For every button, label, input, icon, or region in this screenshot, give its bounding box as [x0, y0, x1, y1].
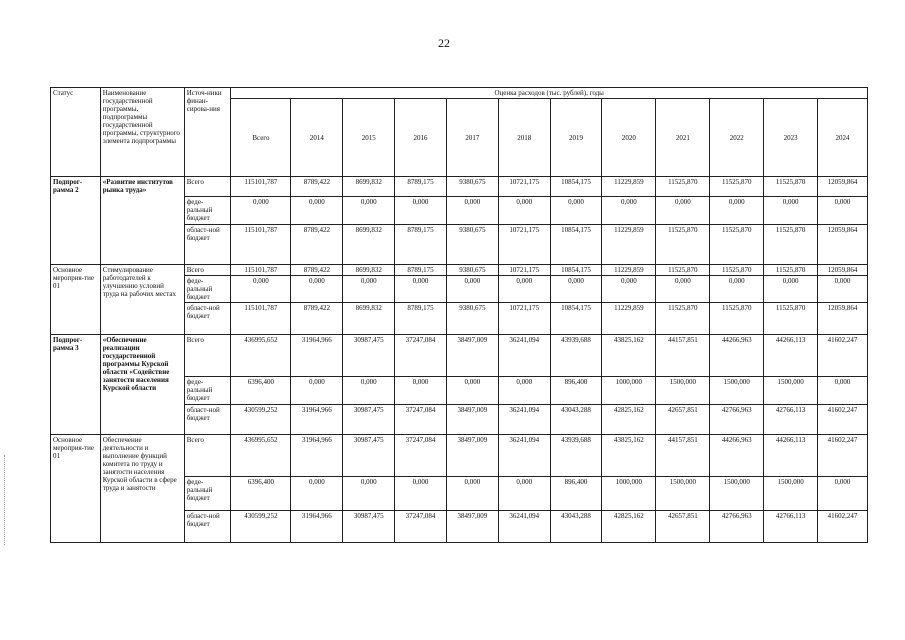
funding-source-cell: област-ной бюджет	[184, 225, 231, 265]
amount-cell: 11525,870	[710, 225, 764, 265]
header-year: 2018	[498, 99, 550, 177]
amount-cell: 11525,870	[656, 303, 710, 335]
amount-cell: 0,000	[764, 197, 818, 225]
amount-cell: 30987,475	[343, 405, 395, 435]
table-row	[51, 435, 868, 477]
amount-cell: 0,000	[710, 276, 764, 303]
amount-cell: 0,000	[818, 276, 868, 303]
header-year: 2023	[764, 99, 818, 177]
amount-cell: 1000,000	[602, 377, 656, 405]
amount-cell: 10721,175	[498, 225, 550, 265]
amount-cell: 43043,288	[550, 405, 602, 435]
header-year: Всего	[231, 99, 291, 177]
amount-cell: 36241,094	[498, 511, 550, 543]
amount-cell: 37247,084	[395, 511, 447, 543]
amount-cell: 44266,963	[710, 335, 764, 377]
funding-source-cell: феде-ральный бюджет	[184, 276, 231, 303]
amount-cell: 8789,422	[291, 225, 343, 265]
header-year: 2015	[343, 99, 395, 177]
amount-cell: 43043,288	[550, 511, 602, 543]
amount-cell: 12059,864	[818, 225, 868, 265]
amount-cell: 43825,162	[602, 435, 656, 477]
amount-cell: 0,000	[395, 377, 447, 405]
amount-cell: 0,000	[343, 276, 395, 303]
header-estimate: Оценка расходов (тыс. рублей), годы	[231, 88, 868, 99]
amount-cell: 0,000	[656, 197, 710, 225]
amount-cell: 0,000	[550, 197, 602, 225]
amount-cell: 8789,175	[395, 303, 447, 335]
amount-cell: 6396,400	[231, 377, 291, 405]
funding-source-cell: феде-ральный бюджет	[184, 377, 231, 405]
amount-cell: 0,000	[343, 477, 395, 511]
amount-cell: 0,000	[291, 197, 343, 225]
amount-cell: 9380,675	[446, 303, 498, 335]
amount-cell: 44266,963	[710, 435, 764, 477]
program-name-cell: «Обеспечение реализации государственной программы Курской области «Содействие занятости населения Курской области	[100, 335, 184, 435]
amount-cell: 11525,870	[764, 225, 818, 265]
amount-cell: 8699,832	[343, 177, 395, 197]
amount-cell: 430599,252	[231, 405, 291, 435]
amount-cell: 0,000	[550, 276, 602, 303]
amount-cell: 10721,175	[498, 265, 550, 276]
amount-cell: 896,400	[550, 377, 602, 405]
amount-cell: 0,000	[764, 276, 818, 303]
amount-cell: 11525,870	[710, 265, 764, 276]
status-cell: Основное мероприя-тие 01	[51, 265, 101, 335]
amount-cell: 8789,422	[291, 177, 343, 197]
table-row	[51, 177, 868, 197]
amount-cell: 0,000	[498, 197, 550, 225]
amount-cell: 44157,851	[656, 435, 710, 477]
amount-cell: 31964,966	[291, 405, 343, 435]
amount-cell: 1500,000	[764, 477, 818, 511]
amount-cell: 8789,175	[395, 225, 447, 265]
amount-cell: 36241,094	[498, 335, 550, 377]
amount-cell: 41602,247	[818, 405, 868, 435]
amount-cell: 11525,870	[764, 265, 818, 276]
amount-cell: 44266,113	[764, 335, 818, 377]
amount-cell: 0,000	[395, 197, 447, 225]
status-cell: Подпрог-рамма 2	[51, 177, 101, 265]
funding-source-cell: Всего	[184, 335, 231, 377]
amount-cell: 0,000	[291, 477, 343, 511]
amount-cell: 11525,870	[764, 303, 818, 335]
amount-cell: 11229,859	[602, 225, 656, 265]
amount-cell: 0,000	[498, 477, 550, 511]
amount-cell: 1500,000	[656, 477, 710, 511]
amount-cell: 9380,675	[446, 225, 498, 265]
amount-cell: 42766,113	[764, 405, 818, 435]
amount-cell: 0,000	[446, 276, 498, 303]
amount-cell: 6396,400	[231, 477, 291, 511]
amount-cell: 0,000	[231, 197, 291, 225]
amount-cell: 10721,175	[498, 303, 550, 335]
amount-cell: 38497,009	[446, 511, 498, 543]
header-status: Статус	[51, 88, 101, 177]
scan-artifact	[4, 455, 6, 545]
amount-cell: 0,000	[656, 276, 710, 303]
header-source: Источ-ники финан-сирова-ния	[184, 88, 231, 177]
amount-cell: 0,000	[231, 276, 291, 303]
amount-cell: 0,000	[710, 197, 764, 225]
funding-source-cell: Всего	[184, 435, 231, 477]
amount-cell: 11525,870	[710, 303, 764, 335]
amount-cell: 0,000	[818, 197, 868, 225]
amount-cell: 42766,963	[710, 511, 764, 543]
header-year: 2019	[550, 99, 602, 177]
amount-cell: 30987,475	[343, 435, 395, 477]
funding-source-cell: феде-ральный бюджет	[184, 197, 231, 225]
amount-cell: 10854,175	[550, 225, 602, 265]
header-year: 2017	[446, 99, 498, 177]
amount-cell: 0,000	[395, 276, 447, 303]
amount-cell: 10721,175	[498, 177, 550, 197]
amount-cell: 8789,175	[395, 177, 447, 197]
header-year: 2024	[818, 99, 868, 177]
amount-cell: 38497,009	[446, 405, 498, 435]
amount-cell: 36241,094	[498, 405, 550, 435]
amount-cell: 115101,787	[231, 225, 291, 265]
amount-cell: 44266,113	[764, 435, 818, 477]
amount-cell: 30987,475	[343, 511, 395, 543]
amount-cell: 1000,000	[602, 477, 656, 511]
amount-cell: 31964,966	[291, 435, 343, 477]
table-row	[51, 335, 868, 377]
amount-cell: 8789,175	[395, 265, 447, 276]
amount-cell: 37247,084	[395, 335, 447, 377]
program-name-cell: Обеспечение деятельности и выполнение функций комитета по труду и занятости населения Курской области в сфере труда и занятости	[100, 435, 184, 543]
amount-cell: 0,000	[818, 477, 868, 511]
amount-cell: 0,000	[498, 276, 550, 303]
amount-cell: 0,000	[291, 276, 343, 303]
amount-cell: 11229,859	[602, 303, 656, 335]
amount-cell: 31964,966	[291, 511, 343, 543]
amount-cell: 41602,247	[818, 511, 868, 543]
amount-cell: 12059,864	[818, 177, 868, 197]
header-year: 2021	[656, 99, 710, 177]
amount-cell: 11525,870	[656, 265, 710, 276]
funding-source-cell: Всего	[184, 177, 231, 197]
amount-cell: 41602,247	[818, 435, 868, 477]
amount-cell: 42766,113	[764, 511, 818, 543]
amount-cell: 8699,832	[343, 303, 395, 335]
amount-cell: 38497,009	[446, 335, 498, 377]
amount-cell: 10854,175	[550, 177, 602, 197]
amount-cell: 896,400	[550, 477, 602, 511]
header-year: 2016	[395, 99, 447, 177]
page-number: 22	[438, 36, 450, 50]
amount-cell: 0,000	[446, 377, 498, 405]
amount-cell: 0,000	[446, 477, 498, 511]
amount-cell: 42657,851	[656, 511, 710, 543]
amount-cell: 0,000	[602, 197, 656, 225]
amount-cell: 1500,000	[656, 377, 710, 405]
amount-cell: 43939,688	[550, 435, 602, 477]
amount-cell: 11229,859	[602, 265, 656, 276]
amount-cell: 9380,675	[446, 177, 498, 197]
amount-cell: 8699,832	[343, 265, 395, 276]
header-year: 2020	[602, 99, 656, 177]
funding-source-cell: област-ной бюджет	[184, 405, 231, 435]
amount-cell: 1500,000	[764, 377, 818, 405]
funding-source-cell: област-ной бюджет	[184, 511, 231, 543]
amount-cell: 43825,162	[602, 335, 656, 377]
amount-cell: 0,000	[818, 377, 868, 405]
program-name-cell: Стимулирование работодателей к улучшению условий труда на рабочих местах	[100, 265, 184, 335]
amount-cell: 0,000	[343, 197, 395, 225]
budget-table	[50, 87, 868, 543]
amount-cell: 42657,851	[656, 405, 710, 435]
header-year: 2014	[291, 99, 343, 177]
amount-cell: 10854,175	[550, 265, 602, 276]
amount-cell: 0,000	[291, 377, 343, 405]
amount-cell: 8789,422	[291, 303, 343, 335]
amount-cell: 43939,688	[550, 335, 602, 377]
amount-cell: 436995,652	[231, 435, 291, 477]
status-cell: Основное мероприя-тие 01	[51, 435, 101, 543]
amount-cell: 12059,864	[818, 265, 868, 276]
amount-cell: 11525,870	[764, 177, 818, 197]
header-name: Наименование государственной программы, подпрограммы государственной программы, структурного элемента подпрограммы	[100, 88, 184, 177]
amount-cell: 115101,787	[231, 303, 291, 335]
amount-cell: 42825,162	[602, 405, 656, 435]
amount-cell: 30987,475	[343, 335, 395, 377]
amount-cell: 0,000	[446, 197, 498, 225]
funding-source-cell: феде-ральный бюджет	[184, 477, 231, 511]
amount-cell: 0,000	[602, 276, 656, 303]
funding-source-cell: област-ной бюджет	[184, 303, 231, 335]
amount-cell: 37247,084	[395, 435, 447, 477]
amount-cell: 115101,787	[231, 177, 291, 197]
amount-cell: 37247,084	[395, 405, 447, 435]
amount-cell: 36241,094	[498, 435, 550, 477]
amount-cell: 10854,175	[550, 303, 602, 335]
amount-cell: 11229,859	[602, 177, 656, 197]
amount-cell: 436995,652	[231, 335, 291, 377]
amount-cell: 11525,870	[656, 177, 710, 197]
table-row	[51, 265, 868, 276]
amount-cell: 9380,675	[446, 265, 498, 276]
amount-cell: 44157,851	[656, 335, 710, 377]
header-year: 2022	[710, 99, 764, 177]
program-name-cell: «Развитие институтов рынка труда»	[100, 177, 184, 265]
amount-cell: 12059,864	[818, 303, 868, 335]
amount-cell: 115101,787	[231, 265, 291, 276]
amount-cell: 38497,009	[446, 435, 498, 477]
status-cell: Подпрог-рамма 3	[51, 335, 101, 435]
amount-cell: 41602,247	[818, 335, 868, 377]
amount-cell: 1500,000	[710, 477, 764, 511]
amount-cell: 0,000	[343, 377, 395, 405]
amount-cell: 0,000	[395, 477, 447, 511]
funding-source-cell: Всего	[184, 265, 231, 276]
amount-cell: 11525,870	[710, 177, 764, 197]
amount-cell: 31964,966	[291, 335, 343, 377]
amount-cell: 430599,252	[231, 511, 291, 543]
amount-cell: 42825,162	[602, 511, 656, 543]
amount-cell: 8789,422	[291, 265, 343, 276]
amount-cell: 1500,000	[710, 377, 764, 405]
amount-cell: 8699,832	[343, 225, 395, 265]
amount-cell: 0,000	[498, 377, 550, 405]
amount-cell: 42766,963	[710, 405, 764, 435]
amount-cell: 11525,870	[656, 225, 710, 265]
